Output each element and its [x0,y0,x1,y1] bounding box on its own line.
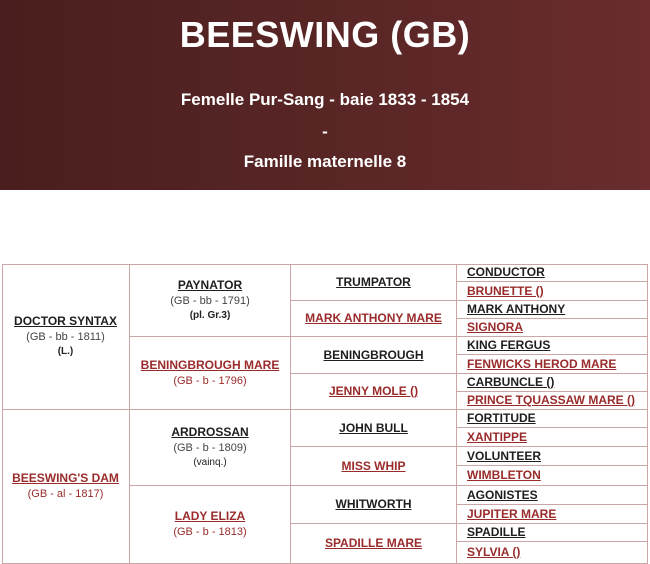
gen4-link[interactable]: SIGNORA [467,320,524,334]
gen3-link[interactable]: MARK ANTHONY MARE [305,311,442,325]
pedigree-cell-sire-sire [130,264,291,337]
pedigree-cell-gen4 [457,374,648,392]
sire-details: (GB - bb - 1811) [26,331,105,343]
pedigree-cell-gen4 [457,542,648,564]
gen4-link[interactable]: CONDUCTOR [467,265,545,279]
gen3-link[interactable]: MISS WHIP [341,458,406,473]
pedigree-cell-gen3 [291,337,457,374]
pedigree-cell-gen3 [291,264,457,301]
pedigree-cell-gen3 [291,486,457,524]
gen4-link[interactable]: AGONISTES [467,487,538,502]
gen4-link[interactable]: SPADILLE [467,525,526,539]
pedigree-cell-sire [2,264,130,410]
dam-dam-link[interactable]: LADY ELIZA [174,509,246,523]
pedigree-cell-gen3 [291,524,457,564]
gen3-link[interactable]: JOHN BULL [339,420,408,435]
gen4-link[interactable]: CARBUNCLE () [467,375,555,389]
pedigree-cell-gen3 [291,447,457,486]
dam-link[interactable]: BEESWING'S DAM [12,471,119,485]
pedigree-cell-gen4 [457,264,648,282]
page-header [0,0,650,190]
sire-dam-details: (GB - b - 1796) [173,374,247,387]
pedigree-cell-gen4 [457,355,648,374]
gen3-link[interactable]: BENINGBROUGH [323,347,424,362]
gen3-link[interactable]: SPADILLE MARE [324,536,423,550]
pedigree-cell-dam-sire [130,410,291,486]
gen4-link[interactable]: SYLVIA () [467,545,521,559]
gen3-link[interactable]: JENNY MOLE () [328,384,419,398]
pedigree-cell-sire-dam [130,337,291,410]
pedigree-cell-gen4 [457,505,648,524]
gen3-link[interactable]: TRUMPATOR [336,274,411,289]
pedigree-cell-gen4 [457,319,648,337]
pedigree-cell-gen4 [457,392,648,410]
dam-dam-details: (GB - b - 1813) [173,526,247,538]
sire-link[interactable]: DOCTOR SYNTAX [14,314,117,328]
page-title: BEESWING (GB) [179,14,471,55]
dam-sire-details: (GB - b - 1809) [173,442,247,454]
pedigree-table [2,264,648,564]
sire-dam-link[interactable]: BENINGBROUGH MARE [140,357,280,372]
pedigree-cell-gen4 [457,410,648,428]
pedigree-cell-gen4 [457,337,648,355]
sire-sire-note: (pl. Gr.3) [189,309,231,321]
pedigree-cell-gen3 [291,301,457,337]
pedigree-cell-gen4 [457,282,648,301]
pedigree-cell-gen4 [457,301,648,319]
pedigree-cell-gen3 [291,410,457,447]
gen4-link[interactable]: FORTITUDE [467,411,536,425]
header-separator: - [322,122,328,141]
pedigree-cell-gen4 [457,428,648,447]
sire-sire-details: (GB - bb - 1791) [170,294,250,307]
sire-note: (L.) [57,346,74,357]
sire-sire-link[interactable]: PAYNATOR [177,277,243,292]
dam-sire-link[interactable]: ARDROSSAN [171,425,249,439]
gen4-link[interactable]: BRUNETTE () [467,283,544,298]
pedigree-cell-dam-dam [130,486,291,564]
gen4-link[interactable]: PRINCE TQUASSAW MARE () [467,393,635,407]
gen4-link[interactable]: MARK ANTHONY [467,302,566,316]
gen3-link[interactable]: WHITWORTH [335,497,412,511]
pedigree-cell-gen4 [457,524,648,542]
gen4-link[interactable]: KING FERGUS [467,338,551,352]
dam-details: (GB - al - 1817) [27,488,104,500]
horse-description: Femelle Pur-Sang - baie 1833 - 1854 [180,90,470,109]
dam-sire-note: (vainq.) [193,457,227,468]
pedigree-cell-gen4 [457,466,648,486]
maternal-family: Famille maternelle 8 [243,152,407,171]
pedigree-cell-gen3 [291,374,457,410]
pedigree-cell-gen4 [457,486,648,505]
gen4-link[interactable]: VOLUNTEER [467,448,542,463]
pedigree-cell-gen4 [457,447,648,466]
gen4-link[interactable]: WIMBLETON [467,468,541,482]
gen4-link[interactable]: XANTIPPE [467,429,528,444]
gen4-link[interactable]: JUPITER MARE [467,506,557,521]
pedigree-cell-dam [2,410,130,564]
gen4-link[interactable]: FENWICKS HEROD MARE [467,356,617,371]
